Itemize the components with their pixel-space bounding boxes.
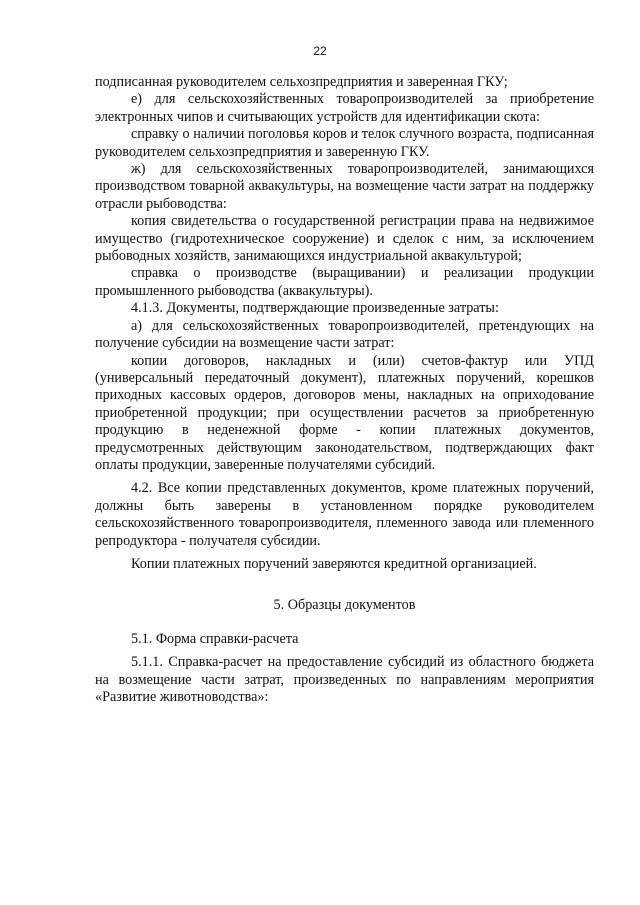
paragraph-5-1-1: 5.1.1. Справка-расчет на предоставление субсидий из областного бюджета на возмещение части затрат, произведенных по направлениям мероприятия «Развитие животноводства»: — [95, 654, 594, 705]
paragraph-item-e: е) для сельскохозяйственных товаропроизводителей за приобретение электронных чипов и считывающих устройств для идентификации скота: — [95, 91, 594, 125]
paragraph-4-2: 4.2. Все копии представленных документов, кроме платежных поручений, должны быть заверены в установленном порядке руководителем сельскохозяйственного товаропроизводителя, племенного завода или племенного репродуктора - получателя субсидии. — [95, 480, 594, 549]
document-body — [95, 74, 594, 706]
paragraph-5-1: 5.1. Форма справки-расчета — [131, 630, 299, 647]
paragraph-item-zh: ж) для сельскохозяйственных товаропроизводителей, занимающихся производством товарной аквакультуры, на возмещение части затрат на поддержку отрасли рыбоводства: — [95, 161, 594, 212]
paragraph-payment-copies: Копии платежных поручений заверяются кредитной организацией. — [131, 555, 537, 572]
paragraph-continuation: подписанная руководителем сельхозпредприятия и заверенная ГКУ; — [95, 74, 508, 90]
paragraph-herd-certificate: справку о наличии поголовья коров и телок случного возраста, подписанная руководителем сельхозпредприятия и заверенную ГКУ. — [95, 126, 594, 160]
paragraph-4-1-3: 4.1.3. Документы, подтверждающие произведенные затраты: — [131, 300, 499, 317]
paragraph-copies-list: копии договоров, накладных и (или) счетов-фактур или УПД (универсальный передаточный документ), платежных поручений, корешков приходных кассовых ордеров, договоров мены, накладных на оприходование приобретенной продукции; при осуществлении расчетов за приобретенную продукцию в неденежной форме - копии платежных документов, предусмотренных действующим законодательством, подтверждающих факт оплаты продукции, заверенные получателями субсидий. — [95, 352, 594, 473]
paragraph-item-a: а) для сельскохозяйственных товаропроизводителей, претендующих на получение субсидии на возмещение части затрат: — [95, 317, 594, 352]
paragraph-registration-certificate: копия свидетельства о государственной регистрации права на недвижимое имущество (гидротехническое сооружение) и сделок с ним, за исключением рыбоводных хозяйств, занимающихся индустриальной аквакультурой; — [95, 213, 594, 265]
page-number: 22 — [313, 44, 327, 58]
paragraph-production-certificate: справка о производстве (выращивании) и реализации продукции промышленного рыбоводства (аквакультуры). — [95, 265, 594, 299]
section-heading: 5. Образцы документов — [273, 597, 416, 614]
